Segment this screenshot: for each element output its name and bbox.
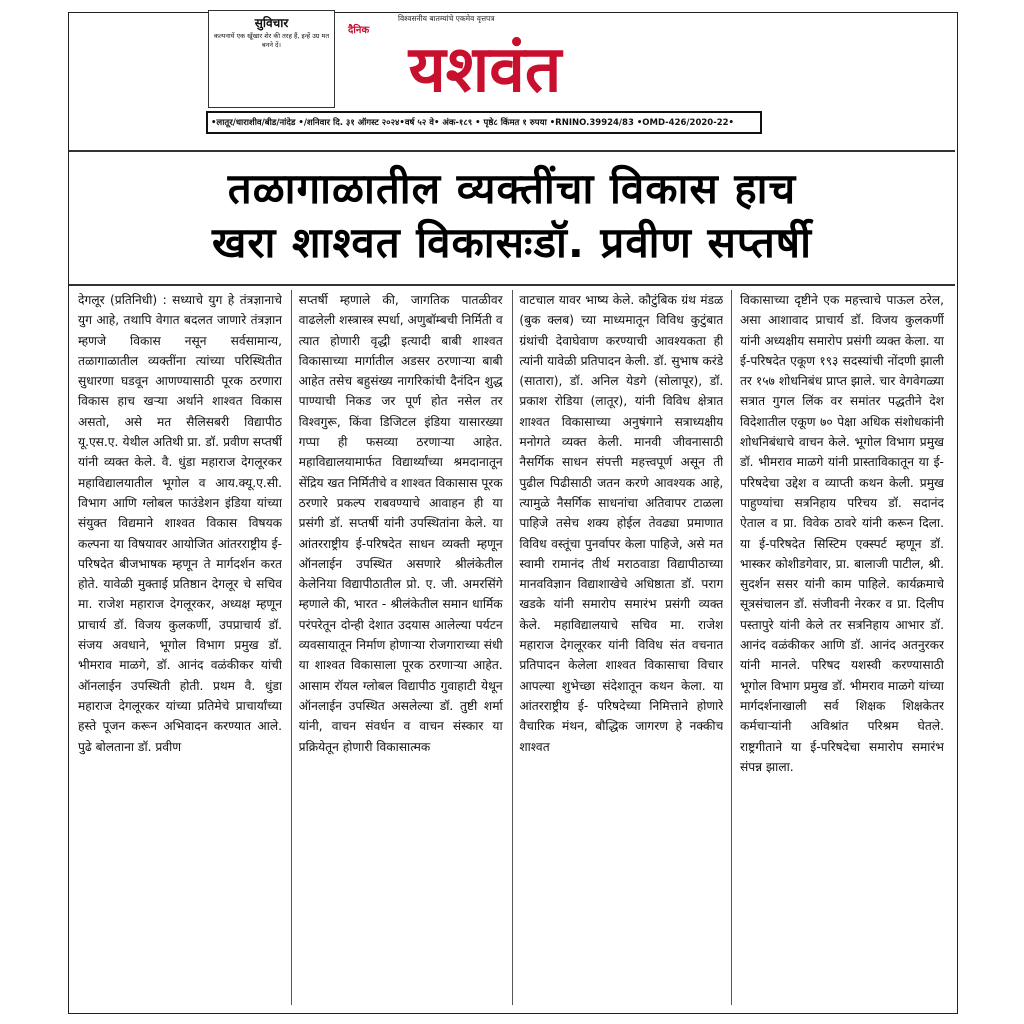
newspaper-logo [350,25,620,105]
headline-rule [69,284,955,286]
suvichar-title: सुविचार [254,16,289,30]
headline [74,162,950,270]
column-divider [512,290,513,1005]
article-column-4: विकासाच्या दृष्टीने एक महत्त्वाचे पाऊल ठरेल, असा आशावाद प्राचार्य डॉ. विजय कुलकर्णी यांनी अध्यक्षीय समारोप प्रसंगी व्यक्त केला. या ई-परिषदेत एकूण १९३ सदस्यांची नोंदणी झाली तर १५७ शोधनिबंध प्राप्त झाले. चार वेगवेगळ्या सत्रात गुगल लिंक वर समांतर पद्धतीने देश विदेशातील एकूण ७० पेक्षा अधिक संशोधकांनी शोधनिबंधाचे वाचन केले. भूगोल विभाग प्रमुख डॉ. भीमराव माळगे यांनी प्रास्ताविकातून या ई-परिषदेचा उद्देश व व्याप्ती कथन केली. प्रमुख पाहुण्यांचा सत्रनिहाय परिचय डॉ. सदानंद ऐताल व प्रा. विवेक ठावरे यांनी करून दिला. या ई-परिषदेत सिस्टिम एक्स्पर्ट म्हणून डॉ. भास्कर कोशीडगेवार, प्रा. बालाजी पाटील, श्री. सुदर्शन ससर यांनी काम पाहिले. कार्यक्रमाचे सूत्रसंचालन डॉ. संजीवनी नेरकर व प्रा. दिलीप पस्तापुरे यांनी केले तर सत्रनिहाय आभार डॉ. आनंद वळंकीकर आणि डॉ. आनंद अतनुरकर यांनी मानले. परिषद यशस्वी करण्यासाठी भूगोल विभाग प्रमुख डॉ. भीमराव माळगे यांच्या मार्गदर्शनाखाली सर्व शिक्षक शिक्षकेतर कर्मचाऱ्यांनी अविश्रांत परिश्रम घेतले. राष्ट्रगीताने या ई-परिषदेचा समारोप समारंभ संपन्न झाला. [739,293,944,774]
suvichar-text: कल्पनायें एक खूँखार शेर की तरह हैं, इन्हें उग्र मत बनने दें। [213,32,330,49]
column-divider [291,290,292,1005]
article-column-2: सप्तर्षी म्हणाले की, जागतिक पातळीवर वाढलेली शस्त्रास्त्र स्पर्धा, अणुबॉम्बची निर्मिती व त्यात होणारी वृद्धी इत्यादी बाबी शाश्वत विकासाच्या मार्गातील अडसर ठरणाऱ्या बाबी आहेत तसेच बहुसंख्य नागरिकांची दैनंदिन शुद्ध पाण्याची निकड जर पूर्ण होत नसेल तर विश्वगुरू, किंवा डिजिटल इंडिया यासारख्या गप्पा ही फसव्या ठरणाऱ्या आहेत. महाविद्यालयामार्फत विद्यार्थ्यांच्या श्रमदानातून सेंद्रिय खत निर्मितीचे व शाश्वत विकासास पूरक ठरणारे प्रकल्प राबवण्याचे आवाहन ही या प्रसंगी डॉ. सप्तर्षी यांनी उपस्थितांना केले. या आंतरराष्ट्रीय ई-परिषदेत साधन व्यक्ती म्हणून ऑनलाईन उपस्थित असणारे श्रीलंकेतील केलेनिया विद्यापीठातील प्रो. ए. जी. अमरसिंगे म्हणाले की, भारत - श्रीलंकेतील समान धार्मिक परंपरेतून दोन्ही देशात उदयास आलेल्या पर्यटन व्यवसायातून निर्माण होणाऱ्या रोजगाराच्या संधी या शाश्वत विकासाला पूरक ठरणाऱ्या आहेत. आसाम रॉयल ग्लोबल विद्यापीठ गुवाहाटी येथून ऑनलाईन उपस्थित असलेल्या डॉ. तुष्टी शर्मा यांनी, वाचन संवर्धन व वाचन संस्कार या प्रक्रियेतून होणारी विकासात्मक [298,293,503,754]
suvichar-box [208,10,335,108]
column-divider [731,290,732,1005]
dainik-label: दैनिक [348,25,370,36]
tagline: विश्वसनीय बातम्यांचे एकमेव वृत्तपत्र [398,14,495,23]
headline-line-1: तळागाळातील व्यक्तींचा विकास हाच [227,164,797,213]
article-column-3: वाटचाल यावर भाष्य केले. कौटुंबिक ग्रंथ मंडळ (बुक क्लब) च्या माध्यमातून विविध कुटुंबात ग्रंथांची देवाघेवाण करण्याची आवश्यकता ही त्यांनी यावेळी प्रतिपादन केली. डॉ. सुभाष करंडे (सातारा), डॉ. अनिल येडगे (सोलापूर), डॉ. प्रकाश रोडिया (लातूर), यांनी विविध क्षेत्रात शाश्वत विकासाच्या अनुषंगाने सत्राध्यक्षीय मनोगते व्यक्त केली. मानवी जीवनासाठी नैसर्गिक साधन संपत्ती महत्त्वपूर्ण असून ती पुढील पिढीसाठी जतन करणे आवश्यक आहे, त्यामुळे नैसर्गिक साधनांचा अतिवापर टाळला पाहिजे तसेच शक्य होईल तेवढ्या प्रमाणात विविध वस्तूंचा पुनर्वापर केला पाहिजे, असे मत स्वामी रामानंद तीर्थ मराठवाडा विद्यापीठाच्या मानवविज्ञान विद्याशाखेचे अधिष्ठाता डॉ. पराग खडके यांनी समारोप समारंभ प्रसंगी व्यक्त केले. महाविद्यालयाचे सचिव मा. राजेश महाराज देगलूरकर यांनी विविध संत वचनात प्रतिपादन केलेला शाश्वत विकासाचा विचार आपल्या शुभेच्छा संदेशातून कथन केला. या आंतरराष्ट्रीय ई- परिषदेच्या निमित्ताने होणारे वैचारिक मंथन, बौद्धिक जागरण हे नक्कीच शाश्वत [519,293,724,754]
headline-line-2: खरा शाश्वत विकासःडॉ. प्रवीण सप्तर्षी [212,218,812,267]
article-column-1: देगलूर (प्रतिनिधी) : सध्याचे युग हे तंत्रज्ञानाचे युग आहे, तथापि वेगात बदलत जाणारे तंत्रज्ञान म्हणजे विकास नसून सर्वसामान्य, तळागाळातील व्यक्तींना त्यांच्या परिस्थितीत सुधारणा घडवून आणण्यासाठी पूरक ठरणारा विकास हाच खऱ्या अर्थाने शाश्वत विकास असतो, असे मत सैलिसबरी विद्यापीठ यू.एस.ए. येथील अतिथी प्रा. डॉ. प्रवीण सप्तर्षी यांनी व्यक्त केले. वै. धुंडा महाराज देगलूरकर महाविद्यालयातील भूगोल व आय.क्यू.ए.सी. विभाग आणि ग्लोबल फाउंडेशन इंडिया यांच्या संयुक्त विद्यमाने शाश्वत विकास विषयक कल्पना या विषयावर आयोजित आंतरराष्ट्रीय ई-परिषदेत बीजभाषक म्हणून ते मार्गदर्शन करत होते. यावेळी मुक्ताई प्रतिष्ठान देगलूर चे सचिव मा. राजेश महाराज देगलूरकर, अध्यक्ष म्हणून प्राचार्य डॉ. विजय कुलकर्णी, उपप्राचार्य डॉ. संजय अवधाने, भूगोल विभाग प्रमुख डॉ. भीमराव माळगे, डॉ. आनंद वळंकीकर यांची ऑनलाईन उपस्थिती होती. प्रथम वै. धुंडा महाराज देगलूरकर यांच्या प्रतिमेचे प्राचार्यांच्या हस्ते पूजन करून अभिवादन करण्यात आले. पुढे बोलताना डॉ. प्रवीण [78,293,282,754]
article-body [78,290,944,1010]
edition-info-bar: •लातूर/धाराशीव/बीड/नांदेड •/शनिवार दि. ३१ ऑगस्ट २०२४•वर्ष ५२ वे• अंक-१८९ • पृष्ठे८ किंमत १ रुपया •RNINO.39924/83 •OMD-426/2020-22• [206,111,762,134]
logo-text: यशवंत [408,33,562,105]
top-rule [69,150,955,152]
